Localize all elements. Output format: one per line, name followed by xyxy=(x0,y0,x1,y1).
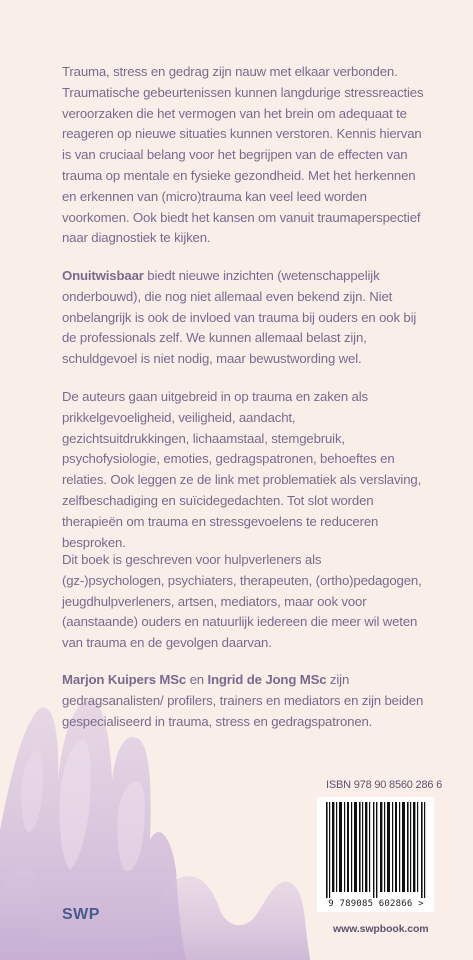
audience-paragraph: Dit boek is geschreven voor hulpverleners als (gz-)psychologen, psychiaters, therapeuten, (ortho)pedagogen, jeugdhulpverleners, artsen, mediators, maar ook voor (aanstaande) ouders en natuurlijk iedereen die meer wil weten van trauma en de gevolgen daarvan. xyxy=(62,552,422,651)
topics-paragraph: De auteurs gaan uitgebreid in op trauma en zaken als prikkelgevoeligheid, veiligheid, aandacht, gezichtsuitdrukkingen, lichaamstaal, stemgebruik, psychofysiologie, emoties, gedragspatronen, behoeftes en relaties. Ook leggen ze de link met problematiek als verslaving, zelfbeschadiging en suïcidegedachten. Tot slot worden therapieën om trauma en stressgevoelens te reduceren besproken. xyxy=(62,389,422,550)
authors-paragraph xyxy=(62,670,424,732)
author-2: Ingrid de Jong MSc xyxy=(207,672,327,687)
book-summary-paragraph xyxy=(62,266,424,370)
author-1: Marjon Kuipers MSc xyxy=(62,672,187,687)
isbn-label: ISBN 978 90 8560 286 6 xyxy=(326,779,443,791)
author-connector: en xyxy=(186,672,208,687)
intro-paragraph: Trauma, stress en gedrag zijn nauw met elkaar verbonden. Traumatische gebeurtenissen kunnen langdurige stressreacties veroorzaken die het vermogen van het brein om adequaat te reageren op nieuwe situaties kunnen verstoren. Kennis hiervan is van cruciaal belang voor het begrijpen van de effecten van trauma op mentale en fysieke gezondheid. Met het herkennen en erkennen van (micro)trauma kan veel leed worden voorkomen. Ook biedt het kansen om vanuit traumaperspectief naar diagnostiek te kijken. xyxy=(62,64,424,246)
barcode-digits: 9 789085 602866 > xyxy=(328,899,424,909)
publisher-website: www.swpbook.com xyxy=(333,923,429,935)
book-summary-text: biedt nieuwe inzichten (wetenschappelijk onderbouwd), die nog niet allemaal even bekend zijn. Niet onbelangrijk is ook de invloed van trauma bij ouders en ook bij de professionals zelf. We kunnen allemaal belast zijn, schuldgevoel is niet nodig, maar bewustwording wel. xyxy=(62,268,417,367)
authors-bio: zijn gedragsanalisten/ profilers, trainers en mediators en zijn beiden gespecialiseerd in trauma, stress en gedragspatronen. xyxy=(62,672,424,729)
publisher-logo: SWP xyxy=(62,906,100,923)
book-title: Onuitwisbaar xyxy=(62,268,144,283)
barcode-icon xyxy=(324,802,428,898)
